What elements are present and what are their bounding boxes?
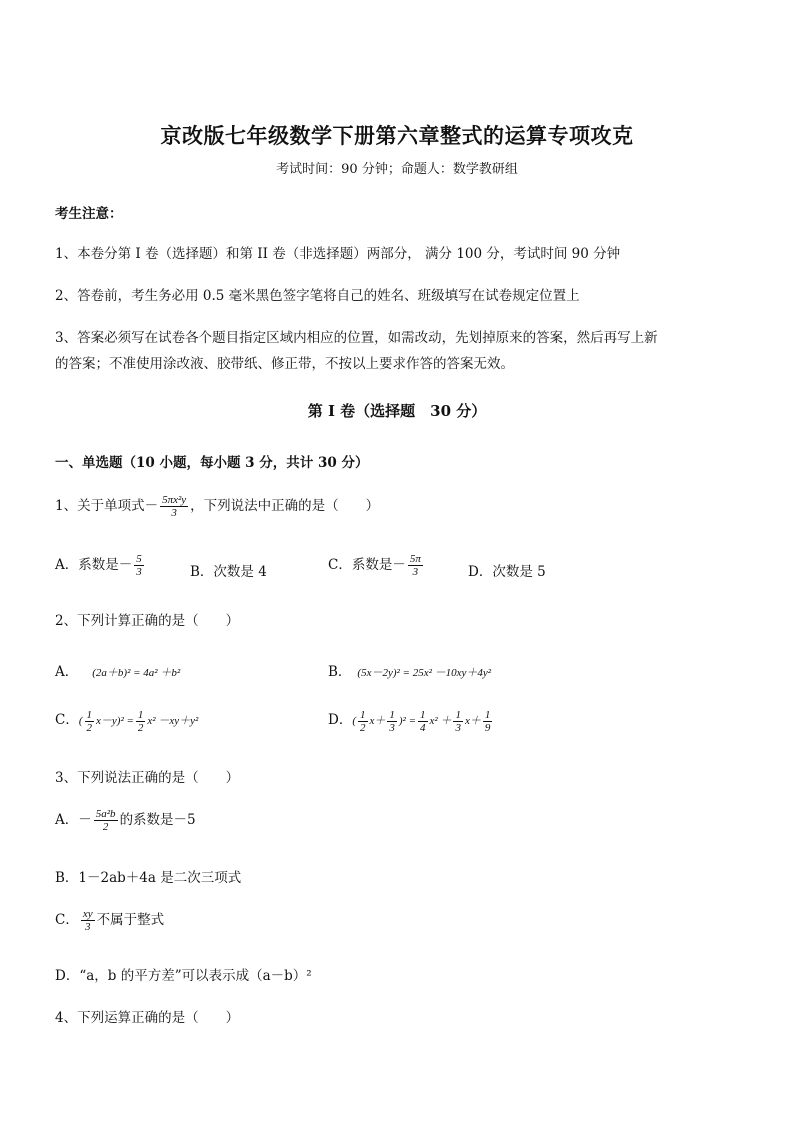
q2-d-m1: x＋: [369, 715, 386, 727]
q3-c-fraction: [81, 908, 95, 933]
question-4: 4、下列运算正确的是（ ）: [55, 1010, 240, 1026]
notice-item-1: 1、本卷分第 I 卷（选择题）和第 II 卷（非选择题）两部分， 满分 100 分，考试时间 90 分钟: [55, 246, 621, 262]
q2-c-d2: 2: [137, 721, 144, 734]
notice-item-3: 3、答案必须写在试卷各个题目指定区域内相应的位置，如需改动，先划掉原来的答案，然后再写上新: [55, 330, 658, 346]
q2-c-paren: (: [78, 715, 83, 727]
q2-c-tail: x² －xy＋y²: [147, 715, 199, 727]
q2-c-d1: 2: [86, 721, 93, 734]
q2-option-b: [328, 660, 491, 680]
q2-option-a: [55, 660, 180, 680]
q2-d-m3: x² ＋: [429, 715, 452, 727]
q1-frac-den: 3: [171, 507, 177, 520]
part-title: 一、单选题（10 小题，每小题 3 分，共计 30 分）: [55, 455, 369, 471]
q3-option-c: [55, 908, 164, 933]
q2-d-d4: 3: [455, 721, 461, 734]
q3-c-num: xy: [82, 908, 93, 920]
notice-item-3-cont: 的答案；不准使用涂改液、胶带纸、修正带，不按以上要求作答的答案无效。: [55, 356, 514, 372]
q2-b-label: B．: [328, 664, 352, 680]
q2-d-frac-1: [358, 709, 368, 734]
q1-c-prefix: C．系数是－: [328, 557, 406, 574]
q2-d-paren: (: [352, 715, 356, 727]
q2-d-d2: 3: [389, 721, 395, 734]
q2-d-d1: 2: [360, 721, 366, 734]
q2-option-d: [328, 708, 494, 734]
section-title: 第 I 卷（选择题 30 分）: [307, 402, 487, 420]
question-2: 2、下列计算正确的是（ ）: [55, 613, 240, 629]
q3-a-suffix: 的系数是－5: [119, 812, 196, 829]
q2-d-expr: [352, 708, 494, 734]
q1-a-prefix: A．系数是－: [55, 557, 133, 574]
q2-d-n5: 1: [484, 708, 491, 721]
q3-c-den: 3: [84, 921, 91, 934]
q2-d-d5: 9: [484, 721, 491, 734]
notice-heading: 考生注意：: [55, 206, 123, 222]
q1-c-fraction: [408, 553, 423, 578]
q3-c-prefix: C．: [55, 912, 79, 929]
q2-a-expr: (2a＋b)² = 4a² ＋b²: [92, 667, 181, 679]
notice-item-2: 2、答卷前，考生务必用 0.5 毫米黑色签字笔将自己的姓名、班级填写在试卷规定位置上: [55, 288, 580, 304]
q3-c-suffix: 不属于整式: [96, 912, 165, 929]
q2-d-d3: 4: [420, 721, 426, 734]
q1-option-c: [328, 553, 425, 578]
page-title: 京改版七年级数学下册第六章整式的运算专项攻克: [160, 123, 634, 148]
q1-c-num: 5π: [409, 553, 421, 565]
q1-a-num: 5: [136, 553, 142, 565]
q1-frac-num: 5πx²y: [162, 494, 187, 506]
q2-c-label: C．: [55, 712, 79, 728]
q2-d-n2: 1: [389, 708, 395, 721]
q2-d-n3: 1: [420, 708, 426, 721]
q2-c-n2: 1: [137, 708, 144, 721]
q2-d-frac-5: [483, 709, 493, 734]
q3-a-fraction: [94, 808, 118, 833]
q2-d-n4: 1: [455, 708, 461, 721]
q2-d-frac-4: [453, 709, 463, 734]
q2-c-frac-1: [85, 709, 95, 734]
question-1: [55, 494, 379, 519]
question-3: 3、下列说法正确的是（ ）: [55, 770, 240, 786]
q1-fraction: [160, 494, 188, 519]
q1-c-den: 3: [412, 566, 419, 579]
q1-a-fraction: [134, 553, 144, 578]
q2-a-label: A．: [55, 664, 79, 680]
q2-c-frac-2: [136, 709, 146, 734]
q1-option-a: [55, 553, 146, 578]
q3-option-d: D．“a，b 的平方差”可以表示成（a－b）²: [55, 968, 312, 984]
q2-option-c: [55, 708, 198, 734]
q2-d-frac-2: [387, 709, 397, 734]
q1-a-den: 3: [136, 566, 142, 579]
q1-prefix: 1、关于单项式－: [55, 498, 159, 515]
q2-d-n1: 1: [360, 708, 366, 721]
q2-b-expr: (5x－2y)² = 25x² －10xy＋4y²: [357, 667, 492, 679]
q3-a-prefix: A．－: [55, 812, 92, 829]
q3-a-num: 5a²b: [95, 808, 116, 820]
exam-info: 考试时间：90 分钟；命题人：数学教研组: [276, 162, 518, 177]
q2-d-m4: x＋: [464, 715, 481, 727]
q2-c-expr: [78, 708, 199, 734]
q3-a-den: 2: [102, 821, 109, 834]
q2-c-n1: 1: [86, 708, 93, 721]
q2-d-frac-3: [418, 709, 428, 734]
q1-option-b: B．次数是 4: [190, 564, 267, 580]
q2-c-mid: x－y)² =: [96, 715, 134, 727]
q2-d-label: D．: [328, 712, 353, 728]
q1-suffix: ，下列说法中正确的是（ ）: [190, 498, 380, 515]
q2-d-m2: )² =: [398, 715, 417, 727]
q3-option-b: B．1－2ab＋4a 是二次三项式: [55, 870, 242, 886]
q3-option-a: [55, 808, 196, 833]
q1-option-d: D．次数是 5: [468, 564, 546, 580]
